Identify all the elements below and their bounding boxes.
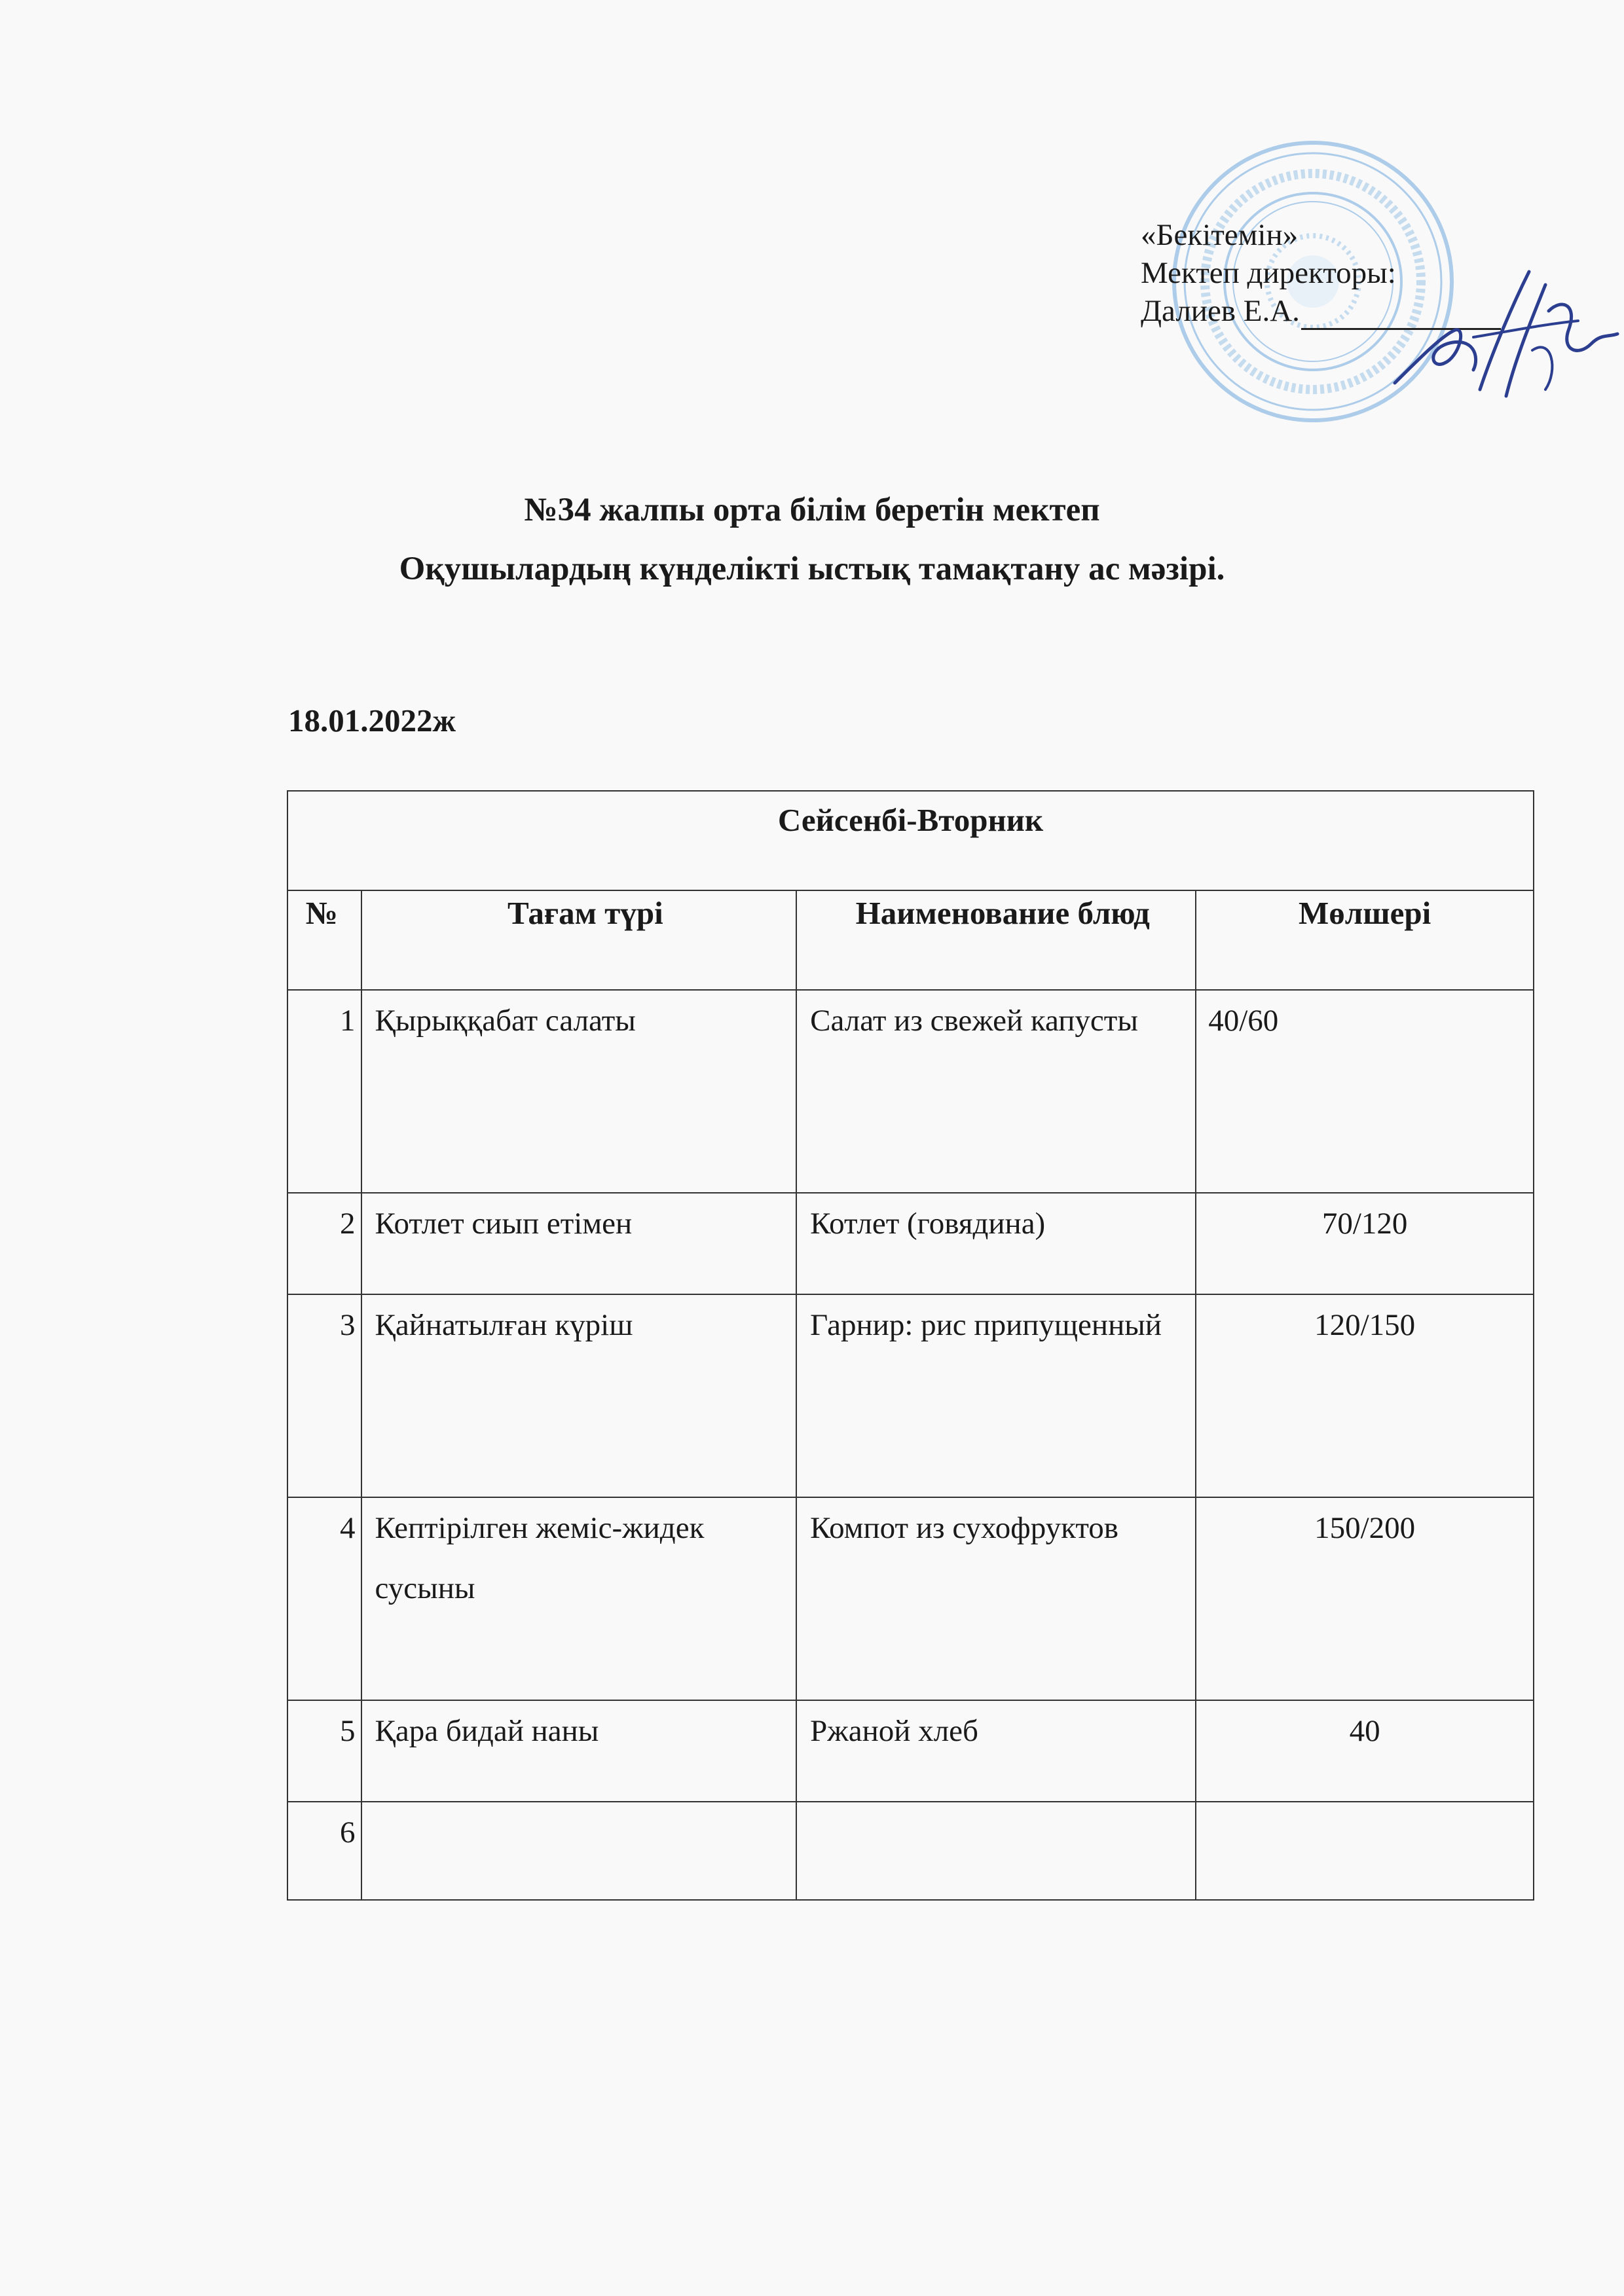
- row-kz: [361, 1802, 797, 1900]
- row-qty: 40/60: [1196, 990, 1534, 1193]
- row-num: 4: [287, 1497, 361, 1700]
- menu-table: [287, 790, 1534, 1901]
- row-qty: 150/200: [1196, 1497, 1534, 1700]
- row-kz: Котлет сиып етімен: [361, 1193, 797, 1294]
- row-num: 3: [287, 1294, 361, 1497]
- row-qty: 120/150: [1196, 1294, 1534, 1497]
- approval-heading: «Бекітемін»: [1141, 218, 1299, 252]
- table-row: [287, 1700, 1534, 1802]
- row-ru: Котлет (говядина): [796, 1193, 1196, 1294]
- menu-date: 18.01.2022ж: [288, 702, 456, 738]
- header-ru-label: Наименование блюд: [855, 895, 1150, 931]
- header-row: [287, 890, 1534, 990]
- approval-position: Мектеп директоры:: [1141, 256, 1396, 290]
- signature-mark: [1382, 259, 1624, 409]
- table-row: [287, 1497, 1534, 1700]
- row-num: 6: [287, 1802, 361, 1900]
- day-row: [287, 791, 1534, 890]
- row-kz: Қырыққабат салаты: [361, 990, 797, 1193]
- row-qty: [1196, 1802, 1534, 1900]
- row-kz: Қара бидай наны: [361, 1700, 797, 1802]
- row-qty: 40: [1196, 1700, 1534, 1802]
- menu-title: Оқушылардың күнделікті ыстық тамақтану ас мәзірі.: [399, 551, 1225, 587]
- table-row: [287, 990, 1534, 1193]
- row-kz: Қайнатылған күріш: [361, 1294, 797, 1497]
- row-ru: [796, 1802, 1196, 1900]
- header-kz: [361, 890, 797, 990]
- header-qty: [1196, 890, 1534, 990]
- signatory-name: Далиев Е.А.: [1141, 294, 1300, 328]
- row-ru: Салат из свежей капусты: [796, 990, 1196, 1193]
- header-qty-label: Мөлшері: [1298, 895, 1431, 931]
- row-num: 1: [287, 990, 361, 1193]
- header-ru: [796, 890, 1196, 990]
- header-num-label: №: [305, 895, 338, 931]
- row-ru: Ржаной хлеб: [796, 1700, 1196, 1802]
- row-num: 2: [287, 1193, 361, 1294]
- row-qty: 70/120: [1196, 1193, 1534, 1294]
- table-row: [287, 1294, 1534, 1497]
- school-title: №34 жалпы орта білім беретін мектеп: [524, 492, 1100, 528]
- row-num: 5: [287, 1700, 361, 1802]
- header-kz-label: Тағам түрі: [507, 895, 663, 931]
- table-row: [287, 1802, 1534, 1900]
- day-label: Сейсенбі-Вторник: [777, 802, 1044, 838]
- header-num: [287, 890, 361, 990]
- row-ru: Гарнир: рис припущенный: [796, 1294, 1196, 1497]
- row-ru: Компот из сухофруктов: [796, 1497, 1196, 1700]
- day-cell: [287, 791, 1534, 890]
- row-kz: Кептірілген жеміс-жидек сусыны: [361, 1497, 797, 1700]
- table-row: [287, 1193, 1534, 1294]
